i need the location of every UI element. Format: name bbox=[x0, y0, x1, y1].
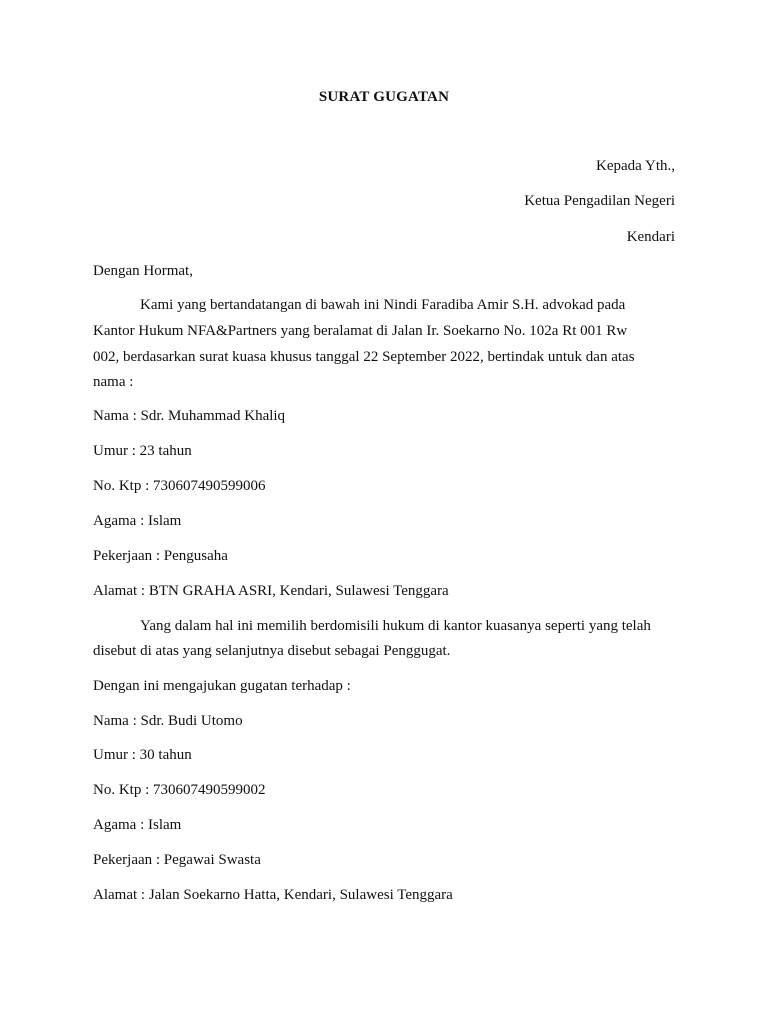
intro-line: nama : bbox=[93, 374, 134, 390]
plaintiff-religion: Agama : Islam bbox=[93, 513, 182, 529]
intro-line: Kantor Hukum NFA&Partners yang beralamat di Jalan Ir. Soekarno No. 102a Rt 001 Rw bbox=[93, 323, 628, 339]
recipient-greeting: Kepada Yth., bbox=[596, 158, 675, 174]
document-title: SURAT GUGATAN bbox=[318, 89, 450, 105]
defendant-address: Alamat : Jalan Soekarno Hatta, Kendari, Sulawesi Tenggara bbox=[93, 887, 453, 903]
domicile-line: Yang dalam hal ini memilih berdomisili hukum di kantor kuasanya seperti yang telah bbox=[140, 618, 651, 634]
plaintiff-name: Nama : Sdr. Muhammad Khaliq bbox=[93, 408, 286, 424]
recipient-office: Ketua Pengadilan Negeri bbox=[524, 193, 675, 209]
defendant-ktp: No. Ktp : 730607490599002 bbox=[93, 782, 266, 798]
domicile-line: disebut di atas yang selanjutnya disebut sebagai Penggugat. bbox=[93, 643, 451, 659]
plaintiff-address: Alamat : BTN GRAHA ASRI, Kendari, Sulawesi Tenggara bbox=[93, 583, 449, 599]
salutation: Dengan Hormat, bbox=[93, 263, 193, 279]
defendant-name: Nama : Sdr. Budi Utomo bbox=[93, 713, 243, 729]
defendant-age: Umur : 30 tahun bbox=[93, 747, 192, 763]
lawsuit-intro: Dengan ini mengajukan gugatan terhadap : bbox=[93, 678, 351, 694]
defendant-religion: Agama : Islam bbox=[93, 817, 182, 833]
plaintiff-ktp: No. Ktp : 730607490599006 bbox=[93, 478, 266, 494]
intro-line: Kami yang bertandatangan di bawah ini Nindi Faradiba Amir S.H. advokad pada bbox=[140, 297, 626, 313]
plaintiff-occupation: Pekerjaan : Pengusaha bbox=[93, 548, 228, 564]
recipient-city: Kendari bbox=[626, 229, 675, 245]
plaintiff-age: Umur : 23 tahun bbox=[93, 443, 192, 459]
intro-line: 002, berdasarkan surat kuasa khusus tanggal 22 September 2022, bertindak untuk dan atas bbox=[93, 349, 635, 365]
defendant-occupation: Pekerjaan : Pegawai Swasta bbox=[93, 852, 261, 868]
